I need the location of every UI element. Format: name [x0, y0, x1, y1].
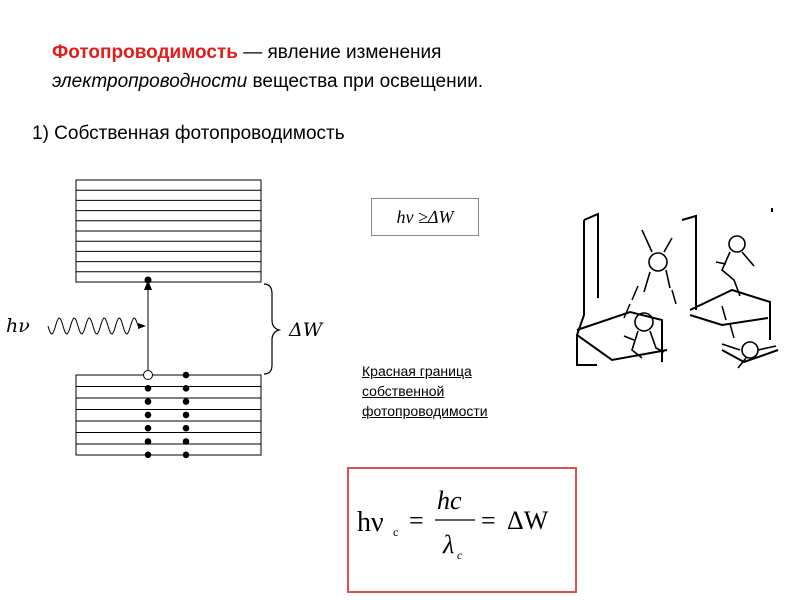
slide-title: [52, 38, 483, 96]
valence-electron: [183, 412, 190, 419]
title-rest-1: — явление изменения: [237, 42, 442, 63]
red-border-label-line-1: Красная граница: [362, 363, 472, 379]
formula-lhs-subscript: c: [393, 525, 399, 539]
gap-label: ΔW: [289, 319, 323, 341]
valence-electron: [183, 372, 190, 379]
valence-electron: [183, 385, 190, 392]
formula-denominator: λ: [443, 530, 455, 559]
hole: [144, 371, 153, 380]
formula-denominator-subscript: c: [457, 548, 463, 562]
formula-numerator: hc: [437, 486, 462, 515]
valence-electron: [145, 412, 152, 419]
red-border-label-line-3: фотопроводимости: [362, 403, 488, 419]
conduction-band-levels: [76, 190, 261, 272]
band-diagram: [0, 170, 350, 470]
formula-lhs: hν: [357, 507, 384, 538]
valence-electron: [183, 425, 190, 432]
valence-electron: [145, 398, 152, 405]
valence-electron: [183, 398, 190, 405]
red-border-label: [362, 361, 488, 421]
title-italic-term: электропроводности: [52, 71, 248, 92]
red-border-formula-box: [347, 467, 577, 593]
valence-electron: [145, 425, 152, 432]
title-term: Фотопроводимость: [52, 42, 238, 63]
red-border-formula: [349, 469, 575, 591]
valence-band-levels: [76, 387, 261, 445]
red-border-label-line-2: собственной: [362, 383, 445, 399]
gap-brace: [264, 284, 279, 374]
photon-energy-condition: hν ≥ΔW: [371, 198, 479, 236]
formula-equals-2: =: [481, 506, 496, 535]
valence-electron: [183, 452, 190, 459]
valence-electron: [145, 452, 152, 459]
photon-label: hν: [6, 315, 30, 337]
section-heading: 1) Собственная фотопроводимость: [32, 123, 345, 144]
valence-electron: [145, 438, 152, 445]
excited-electron: [145, 277, 152, 284]
photon-wave: [48, 318, 138, 334]
valence-electron: [145, 385, 152, 392]
valence-electrons: [145, 372, 190, 458]
title-rest-2: вещества при освещении.: [247, 71, 484, 92]
formula-rhs: ΔW: [507, 506, 549, 535]
valence-electron: [183, 438, 190, 445]
jumping-figures-illustration-icon: [572, 200, 792, 380]
photon-arrow-head: [138, 323, 146, 329]
formula-equals-1: =: [409, 506, 424, 535]
